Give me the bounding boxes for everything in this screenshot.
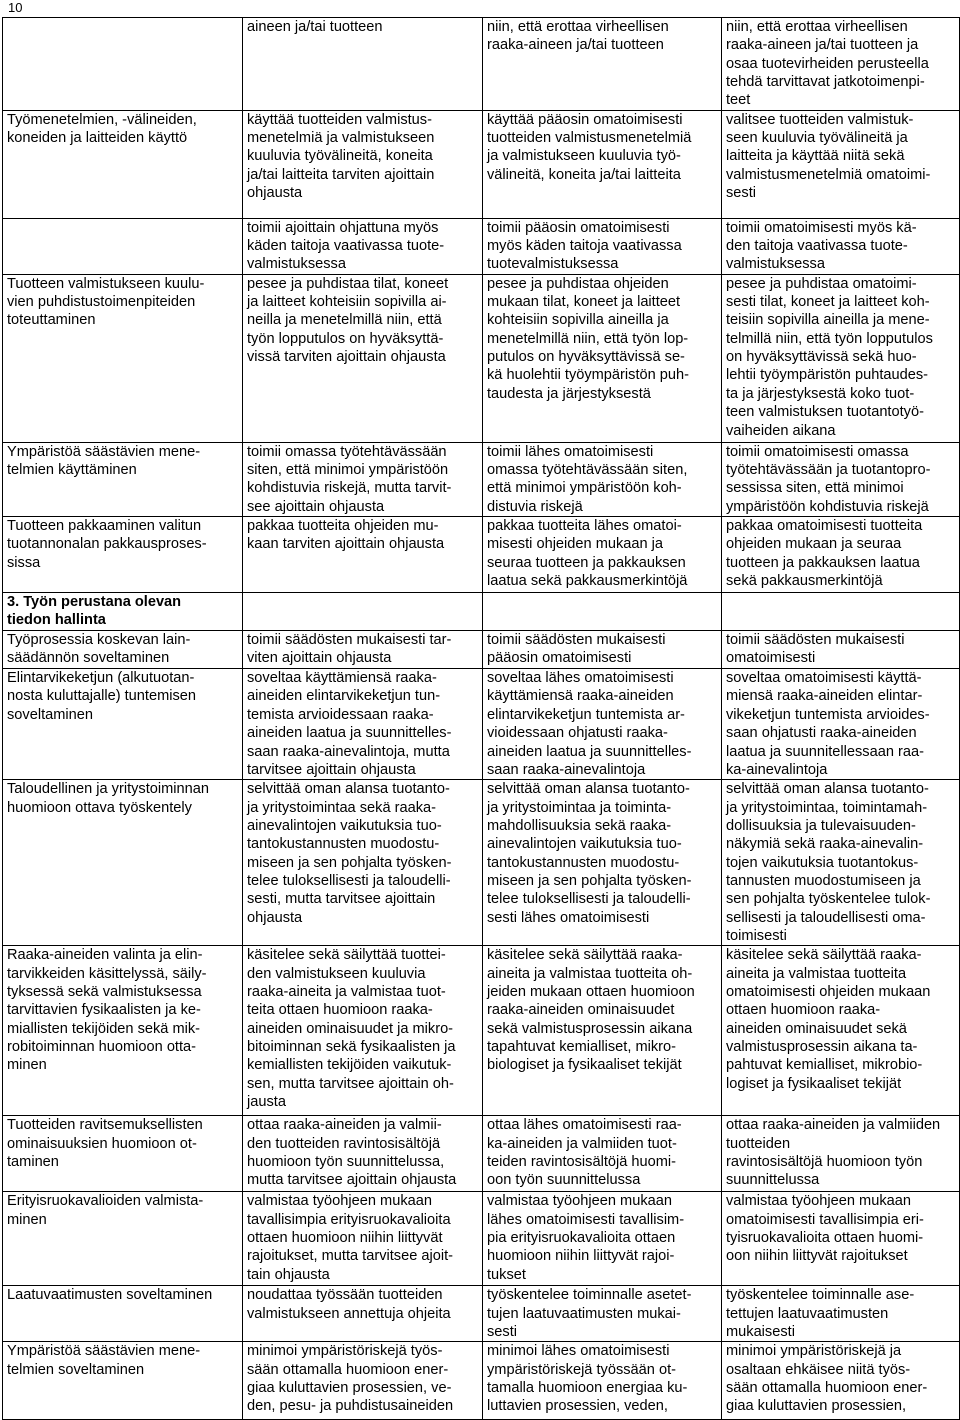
criterion-cell: Ympäristöä säästävien mene- telmien soveltaminen [3,1342,243,1420]
table-row [3,218,960,274]
level-cell-3: toimii säädösten mukaisesti omatoimisesti [722,631,960,669]
table-row [3,780,960,946]
page-number: 10 [8,0,23,15]
level-cell-1: pakkaa tuotteita ohjeiden mu- kaan tarviten ajoittain ohjausta [243,517,483,593]
level-cell-2: valmistaa työohjeen mukaan lähes omatoimisesti tavallisim- pia erityisruokavalioita ottaen huomioon niihin liittyvät rajoi- tukset [483,1192,722,1286]
table-row [3,669,960,780]
level-cell-2: selvittää oman alansa tuotanto- ja yritystoimintaa ja toiminta- mahdollisuuksia sekä raaka- ainevalintojen vaikutuksia tuo- tantokustannusten muodostu- miseen ja sen pohjalta työsken- telee tuloksellisesti ja taloudelli- sesti lähes omatoimisesti [483,780,722,946]
level-cell-2: toimii säädösten mukaisesti pääosin omatoimisesti [483,631,722,669]
level-cell-3: ottaa raaka-aineiden ja valmiiden tuotteiden ravintosisältöjä huomioon työn suunnittelussa [722,1116,960,1192]
criterion-cell: Tuotteiden ravitsemuksellisten ominaisuuksien huomioon ot- taminen [3,1116,243,1192]
criterion-cell: Työmenetelmien, -välineiden, koneiden ja laitteiden käyttö [3,110,243,218]
table-header-cell: aineen ja/tai tuotteen [243,18,483,111]
criterion-cell: Taloudellinen ja yritystoiminnan huomioon ottava työskentely [3,780,243,946]
table-header-cell [3,18,243,111]
level-cell-2: toimii pääosin omatoimisesti myös käden taitoja vaativassa tuotevalmistuksessa [483,218,722,274]
level-cell-2: työskentelee toiminnalle asetet- tujen laatuvaatimusten mukai- sesti [483,1286,722,1342]
level-cell-1: soveltaa käyttämiensä raaka- aineiden elintarvikeketjun tun- temista arvioidessaan raaka- aineiden laatua ja suunnittelles- saan raaka-ainevalintoja, mutta tarvitsee ajoittain ohjausta [243,669,483,780]
table-row [3,631,960,669]
level-cell-1: toimii ajoittain ohjattuna myös käden taitoja vaativassa tuote- valmistuksessa [243,218,483,274]
level-cell-3: soveltaa omatoimisesti käyttä- miensä raaka-aineiden elintar- vikeketjun tuntemista arvioides- saan ohjatusti raaka-aineiden laatua ja suunnitellessaan raa- ka-ainevalintoja [722,669,960,780]
criterion-cell: Erityisruokavalioiden valmista- minen [3,1192,243,1286]
level-cell-1: minimoi ympäristöriskejä työs- sään ottamalla huomioon ener- giaa kuluttavien prosessien, ve- den, pesu- ja puhdistusaineiden [243,1342,483,1420]
level-cell-1 [243,593,483,631]
table-row [3,1116,960,1192]
level-cell-3: käsitelee sekä säilyttää raaka- aineita ja valmistaa tuotteita omatoimisesti ohjeiden mukaan ottaen huomioon raaka- aineiden ominaisuudet sekä valmistusprosessin aikana ta- pahtuvat kemialliset, mikrobio- logiset ja fysikaaliset tekijät [722,946,960,1116]
level-cell-3: työskentelee toiminnalle ase- tettujen laatuvaatimusten mukaisesti [722,1286,960,1342]
level-cell-1: toimii omassa työtehtävässään siten, että minimoi ympäristöön kohdistuvia riskejä, mutta tarvit- see ajoittain ohjausta [243,442,483,516]
table-row [3,1342,960,1420]
level-cell-1: ottaa raaka-aineiden ja valmii- den tuotteiden ravintosisältöjä huomioon työn suunnittelussa, mutta tarvitsee ajoittain ohjausta [243,1116,483,1192]
level-cell-1: noudattaa työssään tuotteiden valmistukseen annettuja ohjeita [243,1286,483,1342]
criterion-cell: Työprosessia koskevan lain- säädännön soveltaminen [3,631,243,669]
level-cell-3: pakkaa omatoimisesti tuotteita ohjeiden mukaan ja seuraa tuotteen ja pakkauksen laatua sekä pakkausmerkintöjä [722,517,960,593]
level-cell-1: selvittää oman alansa tuotanto- ja yritystoimintaa sekä raaka- ainevalintojen vaikutuksia tuo- tantokustannusten muodostu- miseen ja sen pohjalta työsken- telee tuloksellisesti ja taloudelli- sesti, mutta tarvitsee ajoittain ohjausta [243,780,483,946]
criterion-cell [3,218,243,274]
level-cell-3: minimoi ympäristöriskejä ja osaltaan ehkäisee niitä työs- sään ottamalla huomioon ener- giaa kuluttavien prosessien, [722,1342,960,1420]
level-cell-2: toimii lähes omatoimisesti omassa työtehtävässään siten, että minimoi ympäristöön koh- distuvia riskejä [483,442,722,516]
criterion-cell: Laatuvaatimusten soveltaminen [3,1286,243,1342]
criterion-cell: Ympäristöä säästävien mene- telmien käyttäminen [3,442,243,516]
table-header-cell: niin, että erottaa virheellisen raaka-aineen ja/tai tuotteen ja osaa tuotevirheiden perusteella tehdä tarvittavat jatkotoimenpi- teet [722,18,960,111]
level-cell-3: pesee ja puhdistaa omatoimi- sesti tilat, koneet ja laitteet koh- teisiin sopivilla aineilla ja mene- telmillä niin, että työn lopputulos on hyväksyttävissä sekä huo- lehtii työympäristön puhtaudes- ta ja järjestyksestä koko tuot- teen valmistuksen tuotantotyö- vaiheiden aikana [722,274,960,442]
section-heading: 3. Työn perustana olevan tiedon hallinta [3,593,243,631]
level-cell-1: käsitelee sekä säilyttää tuottei- den valmistukseen kuuluvia raaka-aineita ja valmistaa tuot- teita ottaen huomioon raaka- aineiden ominaisuudet ja mikro- bitoiminnan sekä fysikaalisten ja kemiallisten tekijöiden vaikutuk- sen, mutta tarvitsee ajoittain oh- jausta [243,946,483,1116]
level-cell-1: toimii säädösten mukaisesti tar- viten ajoittain ohjausta [243,631,483,669]
table-header-cell: niin, että erottaa virheellisen raaka-aineen ja/tai tuotteen [483,18,722,111]
table-header-row [3,18,960,111]
table-row [3,946,960,1116]
level-cell-2: käsitelee sekä säilyttää raaka- aineita ja valmistaa tuotteita oh- jeiden mukaan ottaen huomioon raaka-aineiden ominaisuudet sekä valmistusprosessin aikana tapahtuvat kemialliset, mikro- biologiset ja fysikaaliset tekijät [483,946,722,1116]
level-cell-2: käyttää pääosin omatoimisesti tuotteiden valmistusmenetelmiä ja valmistukseen kuuluvia työ- välineitä, koneita ja/tai laitteita [483,110,722,218]
criterion-cell: Elintarvikeketjun (alkutuotan- nosta kuluttajalle) tuntemisen soveltaminen [3,669,243,780]
level-cell-2: soveltaa lähes omatoimisesti käyttämiensä raaka-aineiden elintarvikeketjun tuntemista ar- vioidessaan ohjatusti raaka- aineiden laatua ja suunnittelles- saan raaka-ainevalintoja [483,669,722,780]
table-row [3,1192,960,1286]
level-cell-2: pesee ja puhdistaa ohjeiden mukaan tilat, koneet ja laitteet kohteisiin sopivilla aineilla ja menetelmillä niin, että työn lop- putulos on hyväksyttävissä se- kä huolehtii työympäristön puh- taudesta ja järjestyksestä [483,274,722,442]
level-cell-3: toimii omatoimisesti myös kä- den taitoja vaativassa tuote- valmistuksessa [722,218,960,274]
level-cell-2: minimoi lähes omatoimisesti ympäristöriskejä työssään ot- tamalla huomioon energiaa ku- luttavien prosessien, veden, [483,1342,722,1420]
level-cell-3: toimii omatoimisesti omassa työtehtävässään ja tuotantopro- sessissa siten, että minimoi ympäristöön kohdistuvia riskejä [722,442,960,516]
level-cell-3: valitsee tuotteiden valmistuk- seen kuuluvia työvälineitä ja laitteita ja käyttää niitä sekä valmistusmenetelmiä omatoimi- sesti [722,110,960,218]
level-cell-3 [722,593,960,631]
level-cell-2: pakkaa tuotteita lähes omatoi- misesti ohjeiden mukaan ja seuraa tuotteen ja pakkauksen laatua sekä pakkausmerkintöjä [483,517,722,593]
level-cell-3: valmistaa työohjeen mukaan omatoimisesti tavallisimpia eri- tyisruokavalioita ottaen huomi- oon niihin liittyvät rajoitukset [722,1192,960,1286]
level-cell-1: pesee ja puhdistaa tilat, koneet ja laitteet kohteisiin sopivilla ai- neilla ja menetelmillä niin, että työn lopputulos on hyväksyttä- vissä tarviten ajoittain ohjausta [243,274,483,442]
level-cell-3: selvittää oman alansa tuotanto- ja yritystoimintaa, toimintamah- dollisuuksia ja tulevaisuuden- näkymiä sekä raaka-ainevalin- tojen vaikutuksia tuotantokus- tannusten muodostumiseen ja sen pohjalta työskentelee tulok- sellisesti ja taloudellisesti oma- toimisesti [722,780,960,946]
level-cell-2 [483,593,722,631]
table-row [3,1286,960,1342]
table-row [3,442,960,516]
table-row [3,274,960,442]
level-cell-1: valmistaa työohjeen mukaan tavallisimpia erityisruokavalioita ottaen huomioon niihin liittyvät rajoitukset, mutta tarvitsee ajoit- tain ohjausta [243,1192,483,1286]
table-row [3,517,960,593]
level-cell-1: käyttää tuotteiden valmistus- menetelmiä ja valmistukseen kuuluvia työvälineitä, koneita ja/tai laitteita tarviten ajoittain ohjausta [243,110,483,218]
criterion-cell: Raaka-aineiden valinta ja elin- tarvikkeiden käsittelyssä, säily- tyksessä sekä valmistuksessa tarvittavien fysikaalisten ja ke- miallisten tekijöiden sekä mik- robitoiminnan huomioon otta- minen [3,946,243,1116]
criterion-cell: Tuotteen pakkaaminen valitun tuotannonalan pakkausproses- sissa [3,517,243,593]
section-heading-row [3,593,960,631]
criterion-cell: Tuotteen valmistukseen kuulu- vien puhdistustoimenpiteiden toteuttaminen [3,274,243,442]
level-cell-2: ottaa lähes omatoimisesti raa- ka-aineiden ja valmiiden tuot- teiden ravintosisältöjä huomi- oon työn suunnittelussa [483,1116,722,1192]
assessment-criteria-table [2,17,960,1420]
table-row [3,110,960,218]
